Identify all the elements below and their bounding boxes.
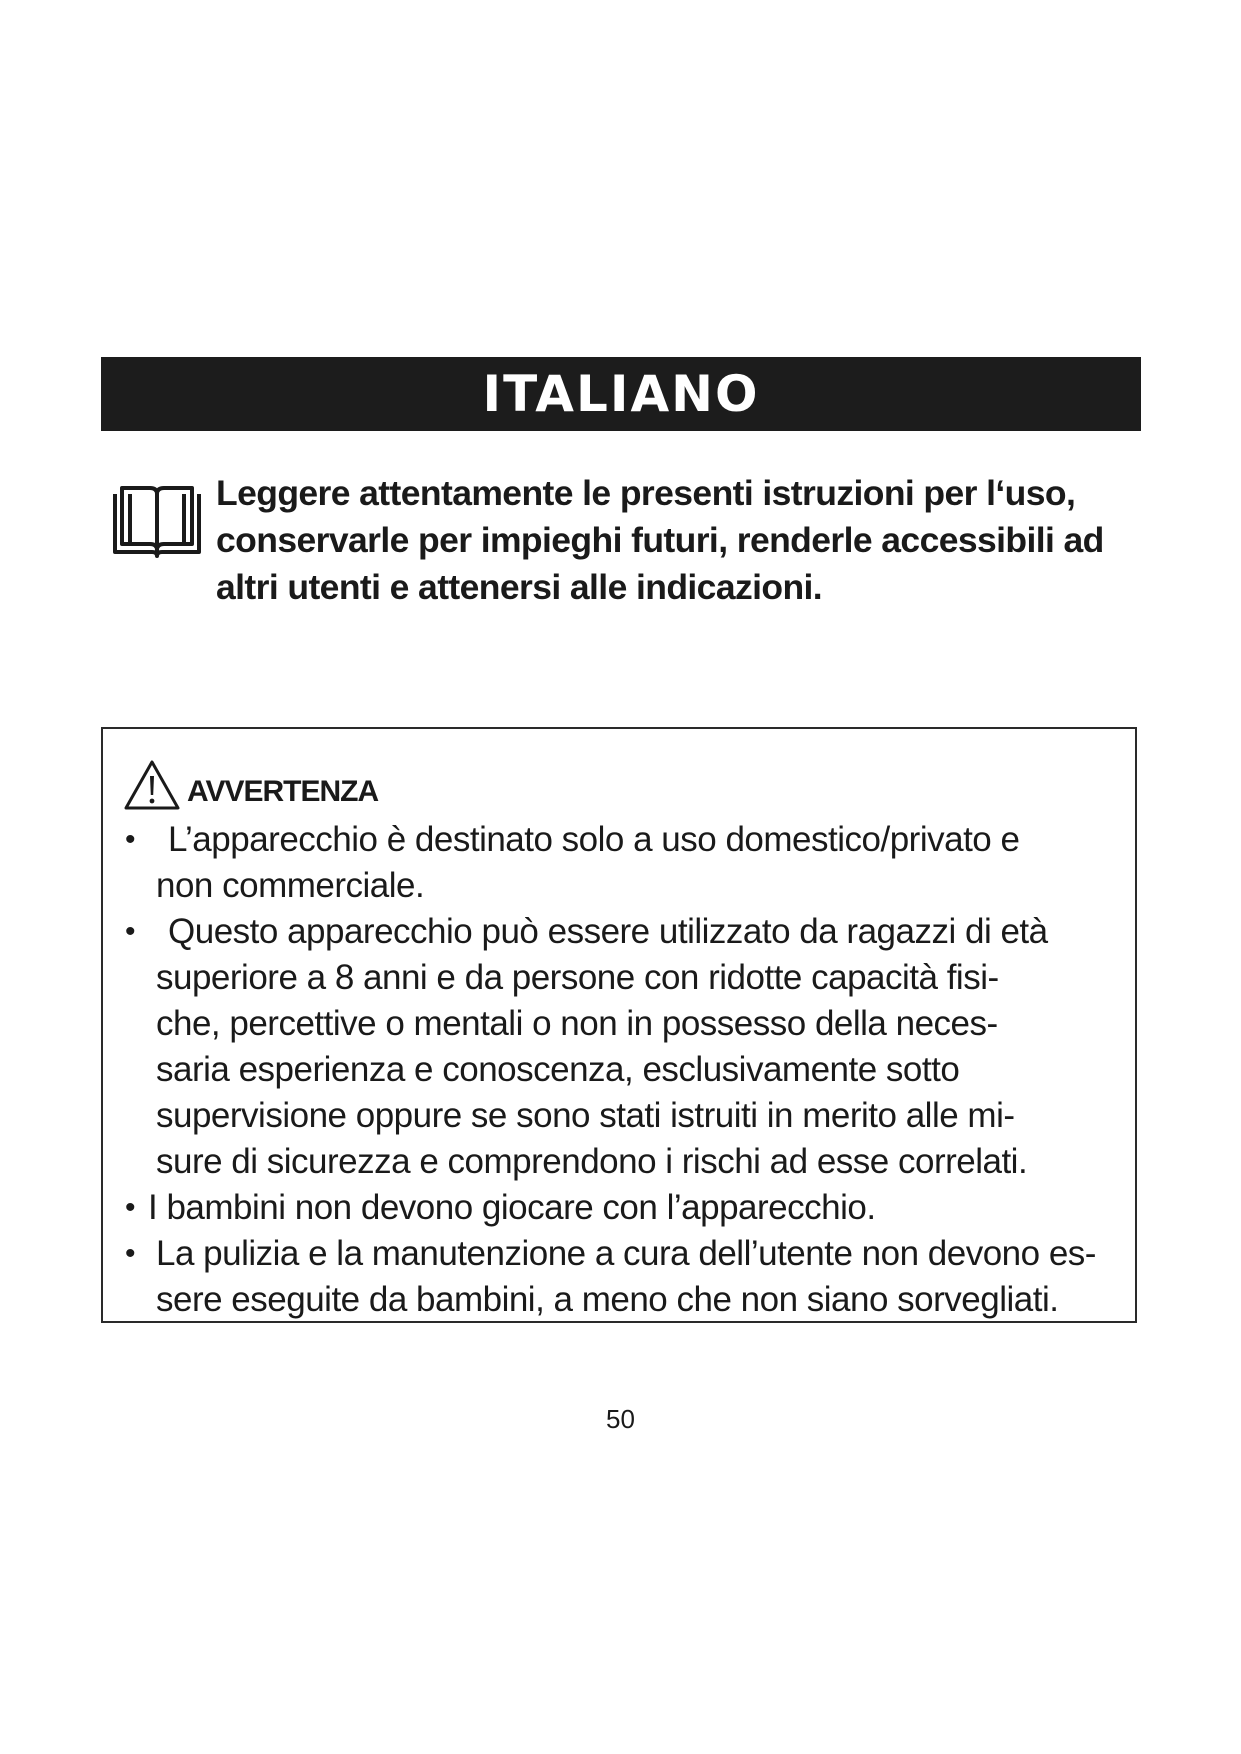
warning-line: sure di sicurezza e comprendono i rischi ad esse correlati. <box>156 1142 1028 1181</box>
bullet: • <box>125 1191 136 1224</box>
bullet: • <box>125 823 136 856</box>
intro-line: Leggere attentamente le presenti istruzioni per l‘uso, <box>216 473 1076 513</box>
page-number: 50 <box>606 1404 635 1434</box>
warning-item <box>103 909 1139 1185</box>
warning-line: I bambini non devono giocare con l’apparecchio. <box>148 1188 876 1227</box>
warning-line: saria esperienza e conoscenza, esclusivamente sotto <box>156 1050 960 1089</box>
warning-line: che, percettive o mentali o non in possesso della neces- <box>156 1004 998 1043</box>
warning-triangle-icon <box>123 759 181 811</box>
warning-title: AVVERTENZA <box>187 775 379 808</box>
warning-line: Questo apparecchio può essere utilizzato da ragazzi di età <box>168 912 1048 951</box>
warning-item-text <box>103 909 1226 1185</box>
warning-line: supervisione oppure se sono stati istruiti in merito alle mi- <box>156 1096 1015 1135</box>
warning-header <box>123 753 378 811</box>
language-header-bar <box>101 357 1141 431</box>
warning-list <box>103 817 1139 1323</box>
warning-item-text <box>103 1231 1226 1323</box>
intro-line: conservarle per impieghi futuri, renderle accessibili ad <box>216 520 1104 560</box>
warning-item <box>103 1231 1139 1323</box>
warning-item <box>103 817 1139 909</box>
warning-line: L’apparecchio è destinato solo a uso domestico/privato e <box>168 820 1020 859</box>
warning-item-text <box>103 817 1226 909</box>
warning-item-text <box>103 1185 1218 1231</box>
warning-line: La pulizia e la manutenzione a cura dell’utente non devono es- <box>156 1234 1096 1273</box>
intro-text <box>216 470 1146 611</box>
open-book-icon <box>112 480 202 558</box>
warning-line: sere eseguite da bambini, a meno che non siano sorvegliati. <box>156 1280 1059 1319</box>
warning-line: non commerciale. <box>156 866 425 905</box>
intro-line: altri utenti e attenersi alle indicazioni. <box>216 567 823 607</box>
bullet: • <box>125 915 136 948</box>
bullet: • <box>125 1237 136 1270</box>
language-title: ITALIANO <box>482 365 760 423</box>
warning-box <box>101 727 1137 1323</box>
warning-line: superiore a 8 anni e da persone con ridotte capacità fisi- <box>156 958 999 997</box>
warning-item <box>103 1185 1139 1231</box>
